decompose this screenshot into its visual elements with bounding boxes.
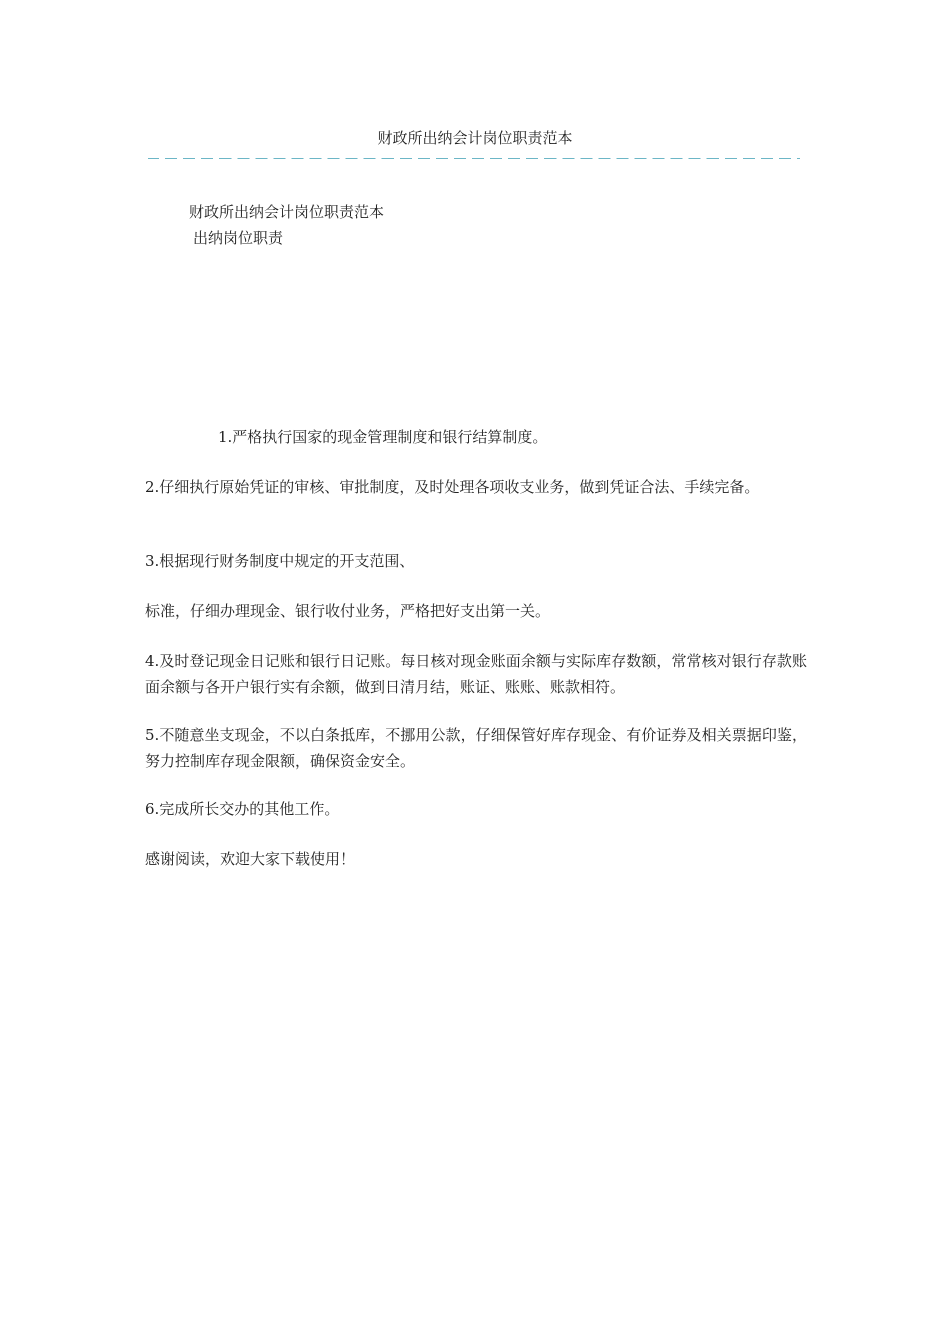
closing-note: 感谢阅读，欢迎大家下载使用！ [145,850,356,868]
document-subtitle: 出纳岗位职责 [193,229,284,247]
document-title: 财政所出纳会计岗位职责范本 [189,203,385,221]
paragraph-4: 4.及时登记现金日记账和银行日记账。每日核对现金账面余额与实际库存数额，常常核对银行存款账面余额与各开户银行实有余额，做到日清月结，账证、账账、账款相符。 [145,652,807,696]
paragraph-6: 6.完成所长交办的其他工作。 [145,800,340,818]
paragraph-5: 5.不随意坐支现金，不以白条抵库，不挪用公款，仔细保管好库存现金、有价证券及相关票据印鉴，努力控制库存现金限额，确保资金安全。 [145,726,807,770]
page-header-title: 财政所出纳会计岗位职责范本 [377,129,573,147]
paragraph-3: 3.根据现行财务制度中规定的开支范围、 [145,552,415,570]
paragraph-1: 1.严格执行国家的现金管理制度和银行结算制度。 [218,428,548,446]
header-divider [148,158,800,159]
paragraph-3-continued: 标准，仔细办理现金、银行收付业务，严格把好支出第一关。 [145,602,551,620]
paragraph-2: 2.仔细执行原始凭证的审核、审批制度，及时处理各项收支业务，做到凭证合法、手续完备。 [145,478,760,496]
